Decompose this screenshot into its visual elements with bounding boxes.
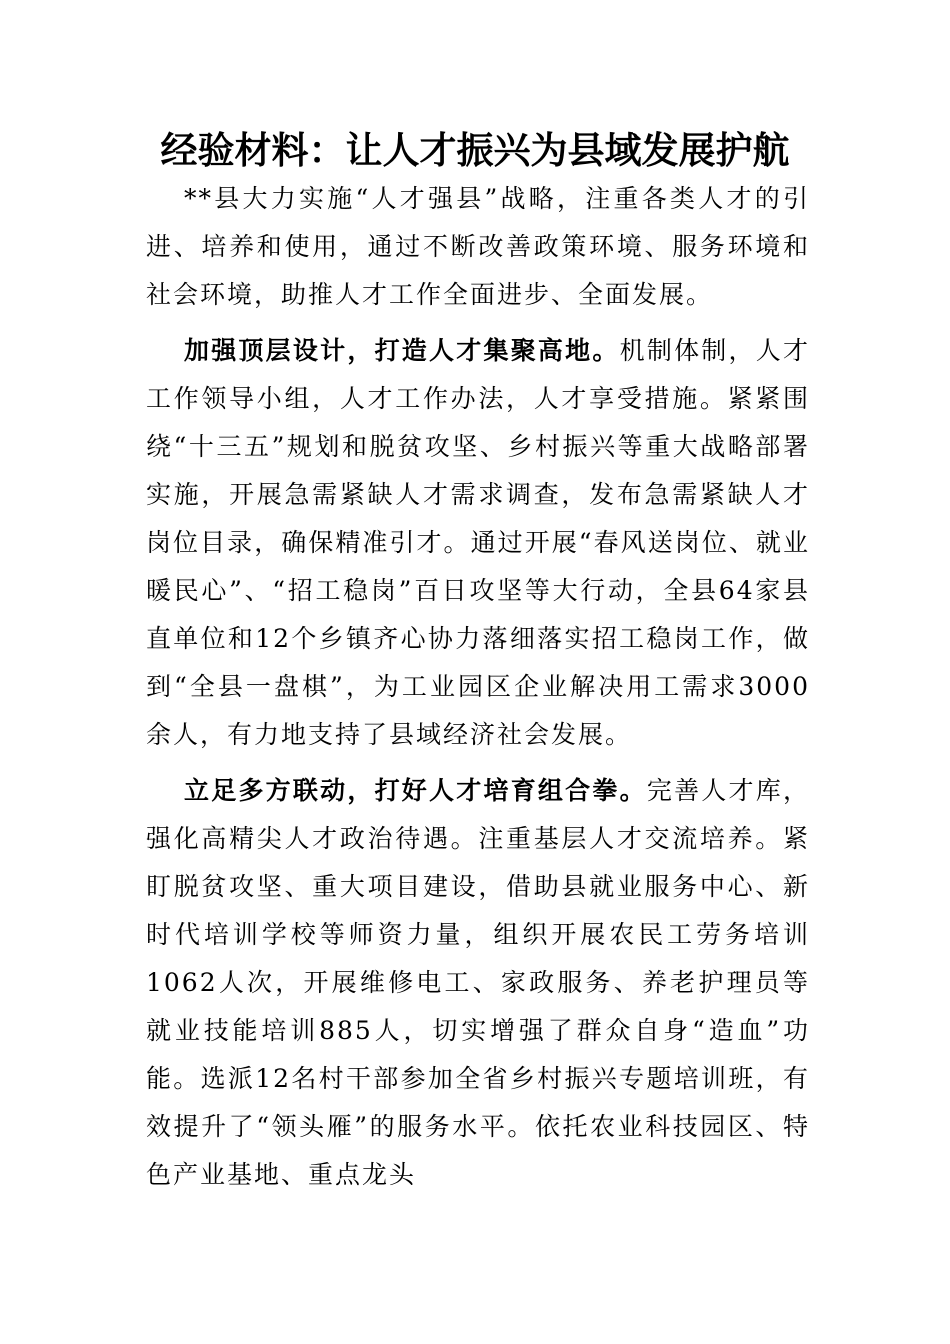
paragraph-lead: 加强顶层设计，打造人才集聚高地。: [184, 336, 620, 365]
paragraph-text: 完善人才库，强化高精尖人才政治待遇。注重基层人才交流培养。紧盯脱贫攻坚、重大项目建设，借助县就业服务中心、新时代培训学校等师资力量，组织开展农民工劳务培训1062人次，开展维修电工、家政服务、养老护理员等就业技能培训885人，切实增强了群众自身“造血”功能。选派12名村干部参加全省乡村振兴专题培训班，有效提升了“领头雁”的服务水平。依托农业科技园区、特色产业基地、重点龙头: [146, 776, 810, 1189]
document-title: 经验材料：让人才振兴为县域发展护航: [160, 128, 790, 172]
paragraph-top-level-design: [146, 327, 810, 759]
paragraph-talent-training: [146, 767, 810, 1199]
paragraph-text: 机制体制，人才工作领导小组，人才工作办法，人才享受措施。紧紧围绕“十三五”规划和脱贫攻坚、乡村振兴等重大战略部署实施，开展急需紧缺人才需求调查，发布急需紧缺人才岗位目录，确保精准引才。通过开展“春风送岗位、就业暖民心”、“招工稳岗”百日攻坚等大行动，全县64家县直单位和12个乡镇齐心协力落细落实招工稳岗工作，做到“全县一盘棋”，为工业园区企业解决用工需求3000余人，有力地支持了县域经济社会发展。: [146, 336, 810, 749]
paragraph-text: **县大力实施“人才强县”战略，注重各类人才的引进、培养和使用，通过不断改善政策环境、服务环境和社会环境，助推人才工作全面进步、全面发展。: [146, 184, 810, 309]
paragraph-intro: [146, 175, 810, 319]
document-body: [146, 175, 810, 1199]
paragraph-lead: 立足多方联动，打好人才培育组合拳。: [184, 776, 647, 805]
